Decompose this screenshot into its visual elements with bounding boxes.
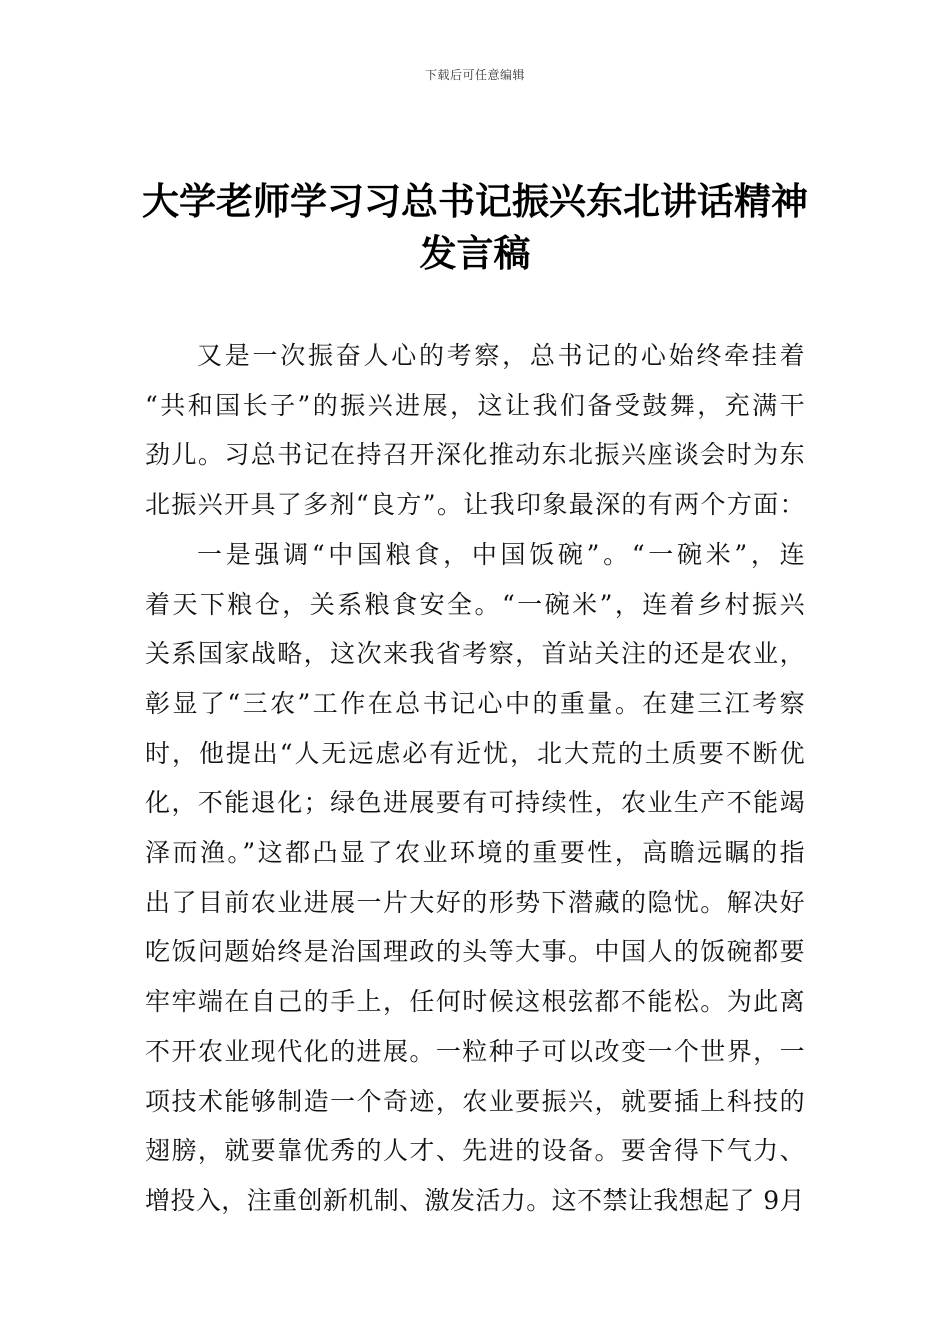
- body-line: 化，不能退化；绿色进展要有可持续性，农业生产不能竭: [145, 788, 805, 818]
- document-title-line-1: 大学老师学习习总书记振兴东北讲话精神: [142, 180, 808, 223]
- body-line: 泽而渔。”这都凸显了农业环境的重要性，高瞻远瞩的指: [145, 838, 805, 868]
- body-line: 劲儿。习总书记在持召开深化推动东北振兴座谈会时为东: [145, 440, 805, 470]
- body-line: 牢牢端在自己的手上，任何时候这根弦都不能松。为此离: [145, 987, 805, 1017]
- body-line: 吃饭问题始终是治国理政的头等大事。中国人的饭碗都要: [145, 937, 805, 967]
- body-line: 出了目前农业进展一片大好的形势下潜藏的隐忧。解决好: [145, 887, 805, 917]
- body-line: 一是强调“中国粮食，中国饭碗”。“一碗米”，连: [197, 539, 805, 569]
- body-line: 关系国家战略，这次来我省考察，首站关注的还是农业，: [145, 639, 805, 669]
- body-line: 不开农业现代化的进展。一粒种子可以改变一个世界，一: [145, 1036, 805, 1066]
- page-header-note: 下载后可任意编辑: [424, 68, 525, 82]
- body-line: 时，他提出“人无远虑必有近忧，北大荒的土质要不断优: [145, 738, 805, 768]
- body-line: 北振兴开具了多剂“良方”。让我印象最深的有两个方面：: [145, 490, 805, 520]
- body-line: 增投入，注重创新机制、激发活力。这不禁让我想起了 9月: [145, 1185, 805, 1215]
- document-body: [145, 331, 805, 1226]
- body-line: “共和国长子”的振兴进展，这让我们备受鼓舞，充满干: [145, 390, 805, 420]
- body-line: 又是一次振奋人心的考察，总书记的心始终牵挂着: [197, 341, 805, 370]
- body-line: 项技术能够制造一个奇迹，农业要振兴，就要插上科技的: [145, 1086, 805, 1116]
- body-line: 彰显了“三农”工作在总书记心中的重量。在建三江考察: [145, 688, 805, 718]
- body-line: 着天下粮仓，关系粮食安全。“一碗米”，连着乡村振兴: [145, 589, 805, 619]
- document-title: [100, 176, 850, 280]
- document-title-line-2: 发言稿: [419, 232, 531, 275]
- body-line: 翅膀，就要靠优秀的人才、先进的设备。要舍得下气力、: [145, 1136, 805, 1166]
